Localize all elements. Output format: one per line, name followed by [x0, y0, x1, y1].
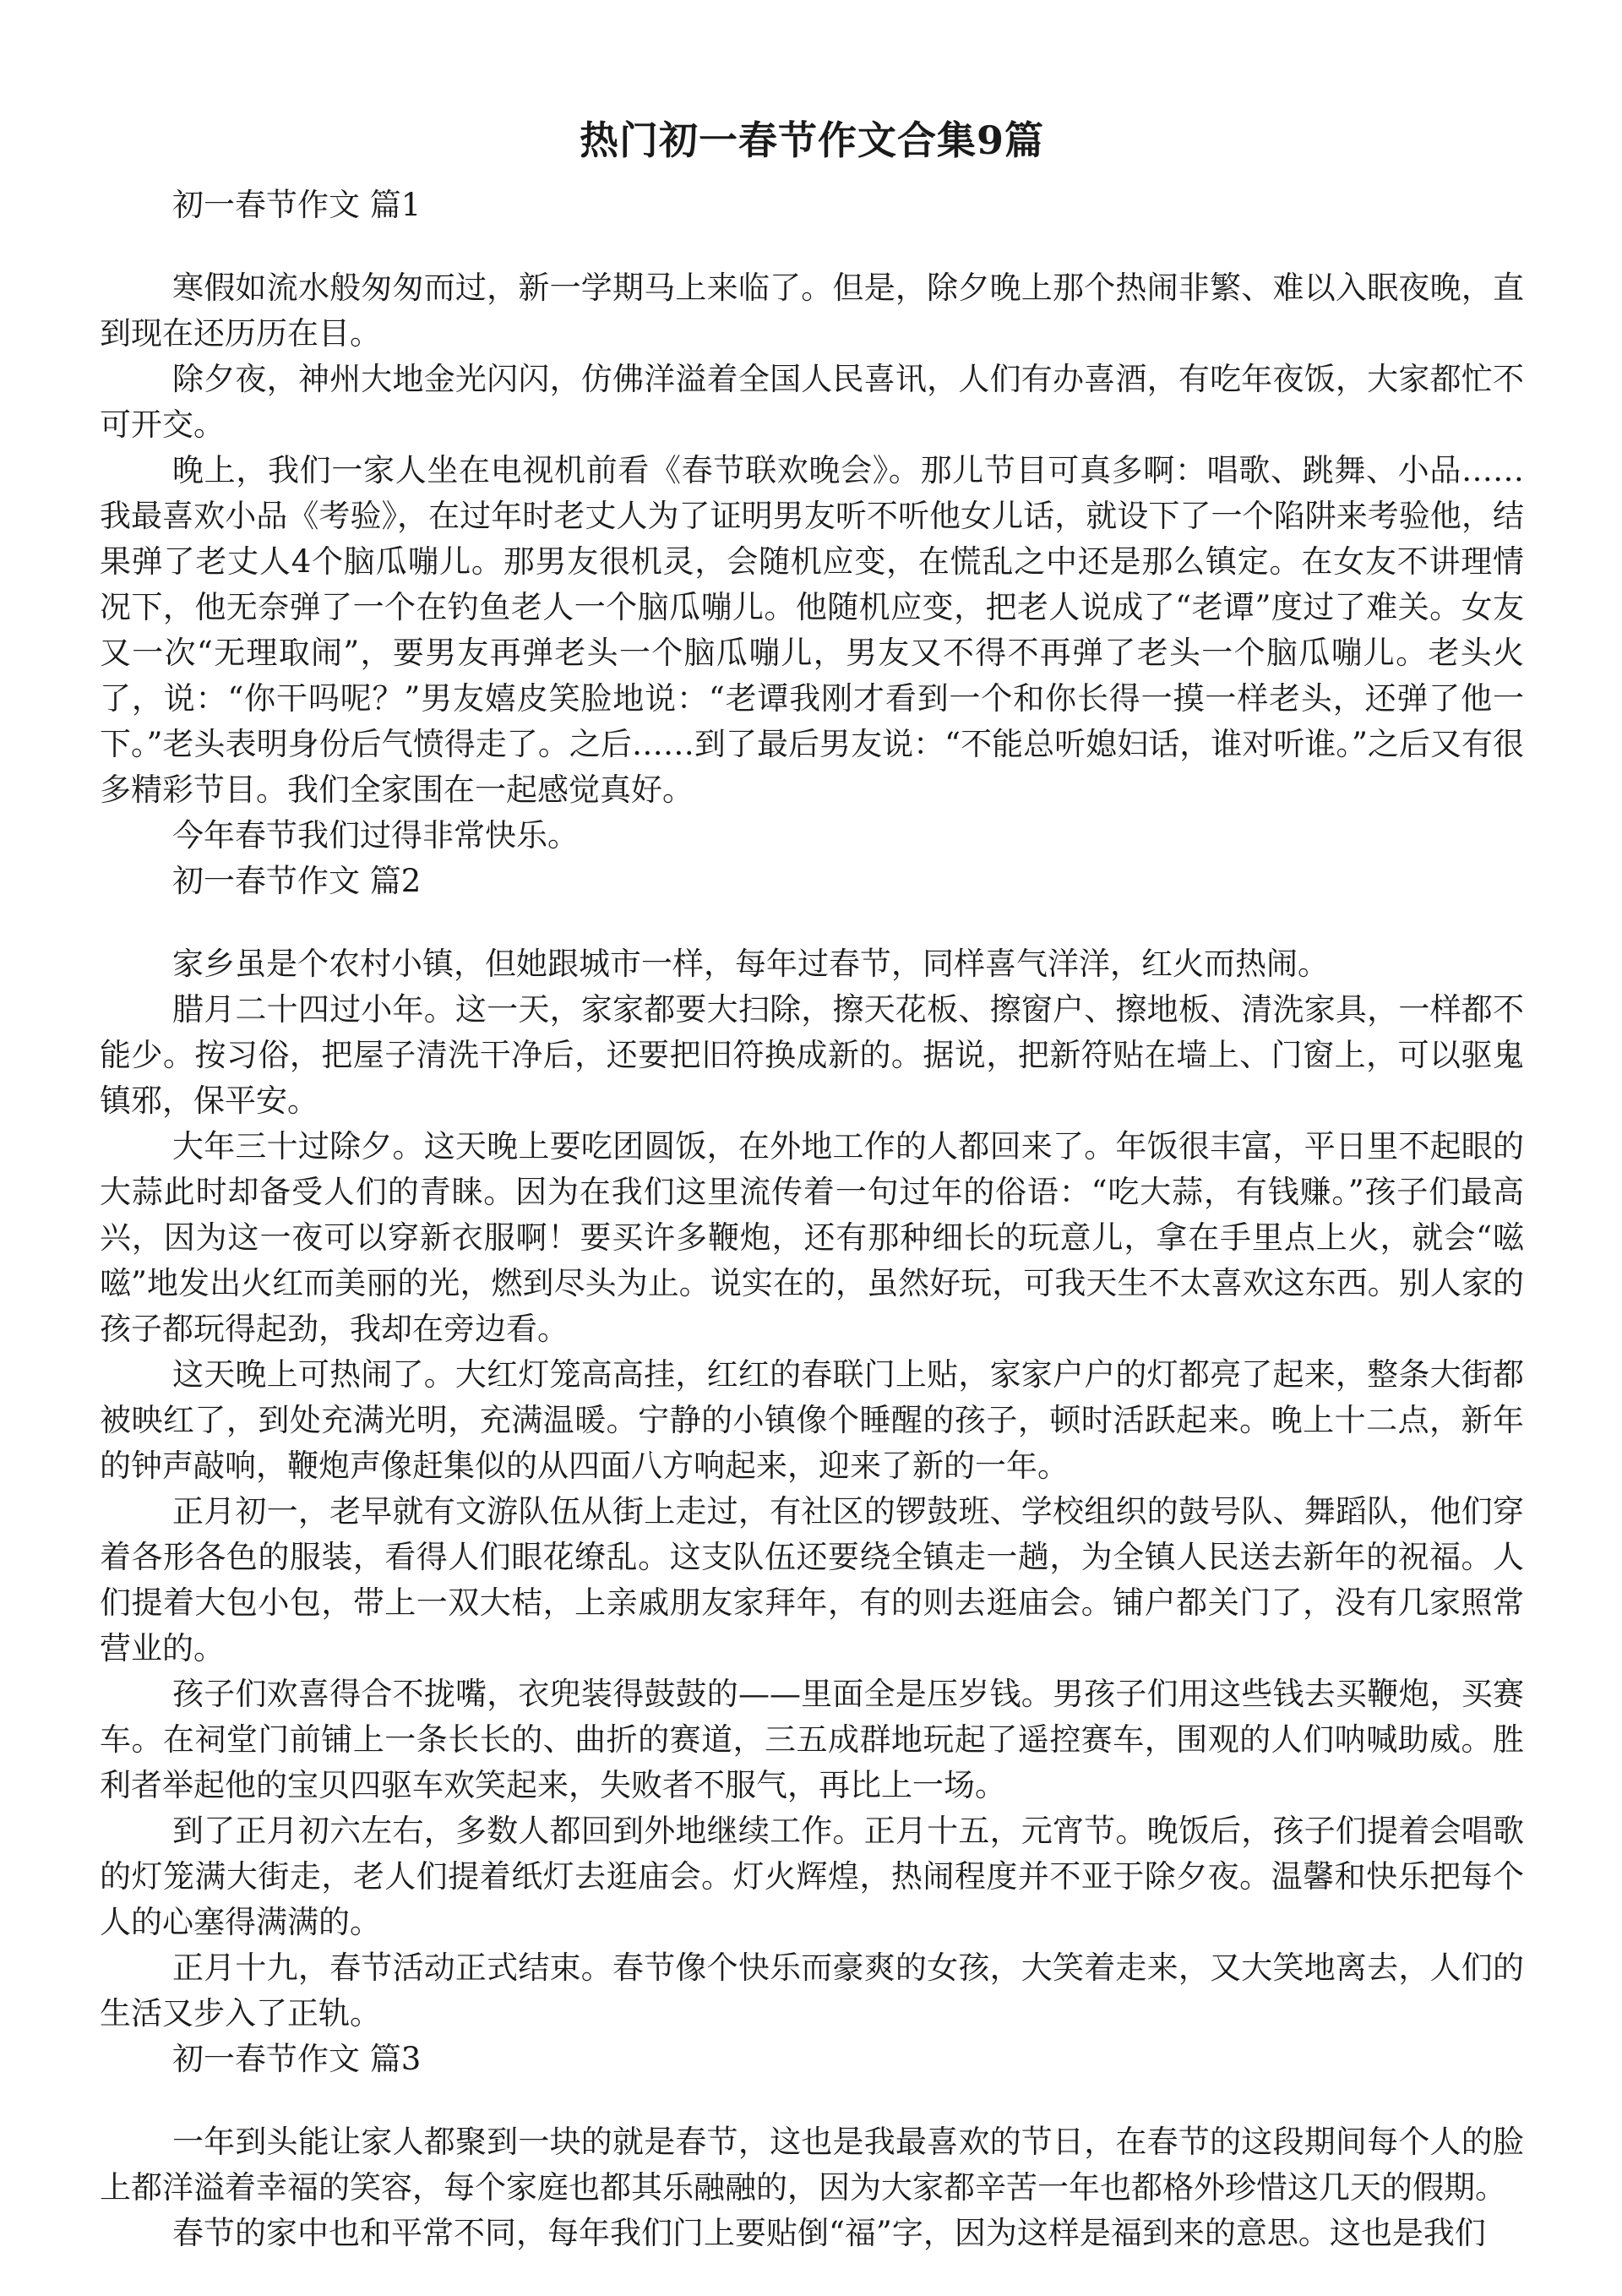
essay-paragraph: 除夕夜，神州大地金光闪闪，仿佛洋溢着全国人民喜讯，人们有办喜酒，有吃年夜饭，大家都忙不可开交。: [100, 361, 1524, 443]
essay-paragraph: 今年春节我们过得非常快乐。: [172, 817, 579, 854]
essay-section: [100, 183, 1524, 859]
essay-paragraph: 大年三十过除夕。这天晚上要吃团圆饭，在外地工作的人都回来了。年饭很丰富，平日里不起眼的大蒜此时却备受人们的青睐。因为在我们这里流传着一句过年的俗语：“吃大蒜，有钱赚。”孩子们最高兴，因为这一夜可以穿新衣服啊！要买许多鞭炮，还有那种细长的玩意儿，拿在手里点上火，就会“嗞嗞”地发出火红而美丽的光，燃到尽头为止。说实在的，虽然好玩，可我天生不太喜欢这东西。别人家的孩子都玩得起劲，我却在旁边看。: [100, 1128, 1524, 1347]
essay-paragraph: 晚上，我们一家人坐在电视机前看《春节联欢晚会》。那儿节目可真多啊：唱歌、跳舞、小品……我最喜欢小品《考验》，在过年时老丈人为了证明男友听不听他女儿话，就设下了一个陷阱来考验他，结果弹了老丈人4个脑瓜嘣儿。那男友很机灵，会随机应变，在慌乱之中还是那么镇定。在女友不讲理情况下，他无奈弹了一个在钓鱼老人一个脑瓜嘣儿。他随机应变，把老人说成了“老谭”度过了难关。女友又一次“无理取闹”，要男友再弹老头一个脑瓜嘣儿，男友又不得不再弹了老头一个脑瓜嘣儿。老头火了，说：“你干吗呢？”男友嬉皮笑脸地说：“老谭我刚才看到一个和你长得一摸一样老头，还弹了他一下。”老头表明身份后气愤得走了。之后……到了最后男友说：“不能总听媳妇话，谁对听谁。”之后又有很多精彩节目。我们全家围在一起感觉真好。: [100, 452, 1524, 808]
essay-paragraph: 寒假如流水般匆匆而过，新一学期马上来临了。但是，除夕晚上那个热闹非繁、难以入眠夜晚，直到现在还历历在目。: [100, 270, 1524, 352]
essay-paragraph: 正月初一，老早就有文游队伍从街上走过，有社区的锣鼓班、学校组织的鼓号队、舞蹈队，他们穿着各形各色的服装，看得人们眼花缭乱。这支队伍还要绕全镇走一趟，为全镇人民送去新年的祝福。人们提着大包小包，带上一双大桔，上亲戚朋友家拜年，有的则去逛庙会。铺户都关门了，没有几家照常营业的。: [100, 1493, 1524, 1666]
essay-paragraph: 腊月二十四过小年。这一天，家家都要大扫除，擦天花板、擦窗户、擦地板、清洗家具，一样都不能少。按习俗，把屋子清洗干净后，还要把旧符换成新的。据说，把新符贴在墙上、门窗上，可以驱鬼镇邪，保平安。: [100, 991, 1524, 1119]
essay-paragraph: 春节的家中也和平常不同，每年我们门上要贴倒“福”字，因为这样是福到来的意思。这也是我们: [172, 2215, 1486, 2251]
essay-paragraph: 到了正月初六左右，多数人都回到外地继续工作。正月十五，元宵节。晚饭后，孩子们提着会唱歌的灯笼满大街走，老人们提着纸灯去逛庙会。灯火辉煌，热闹程度并不亚于除夕夜。温馨和快乐把每个人的心塞得满满的。: [100, 1813, 1524, 1940]
essay-sections: [100, 183, 1524, 2256]
essay-paragraph: 这天晚上可热闹了。大红灯笼高高挂，红红的春联门上贴，家家户户的灯都亮了起来，整条大街都被映红了，到处充满光明，充满温暖。宁静的小镇像个睡醒的孩子，顿时活跃起来。晚上十二点，新年的钟声敲响，鞭炮声像赶集似的从四面八方响起来，迎来了新的一年。: [100, 1356, 1524, 1484]
essay-paragraph: 正月十九，春节活动正式结束。春节像个快乐而豪爽的女孩，大笑着走来，又大笑地离去，人们的生活又步入了正轨。: [100, 1950, 1524, 2031]
essay-heading: 初一春节作文 篇3: [172, 2041, 422, 2077]
essay-paragraph: 一年到头能让家人都聚到一块的就是春节，这也是我最喜欢的节日，在春节的这段期间每个人的脸上都洋溢着幸福的笑容，每个家庭也都其乐融融的，因为大家都辛苦一年也都格外珍惜这几天的假期。: [100, 2124, 1524, 2206]
document-page: [100, 115, 1524, 2256]
essay-heading: 初一春节作文 篇2: [172, 863, 422, 899]
essay-section: [100, 859, 1524, 2037]
essay-paragraph: 家乡虽是个农村小镇，但她跟城市一样，每年过春节，同样喜气洋洋，红火而热闹。: [172, 946, 1329, 982]
essay-paragraph: 孩子们欢喜得合不拢嘴，衣兜装得鼓鼓的——里面全是压岁钱。男孩子们用这些钱去买鞭炮，买赛车。在祠堂门前铺上一条长长的、曲折的赛道，三五成群地玩起了遥控赛车，围观的人们呐喊助威。胜利者举起他的宝贝四驱车欢笑起来，失败者不服气，再比上一场。: [100, 1676, 1524, 1803]
essay-heading: 初一春节作文 篇1: [172, 187, 422, 223]
essay-section: [100, 2037, 1524, 2256]
document-title: 热门初一春节作文合集9篇: [579, 117, 1044, 163]
